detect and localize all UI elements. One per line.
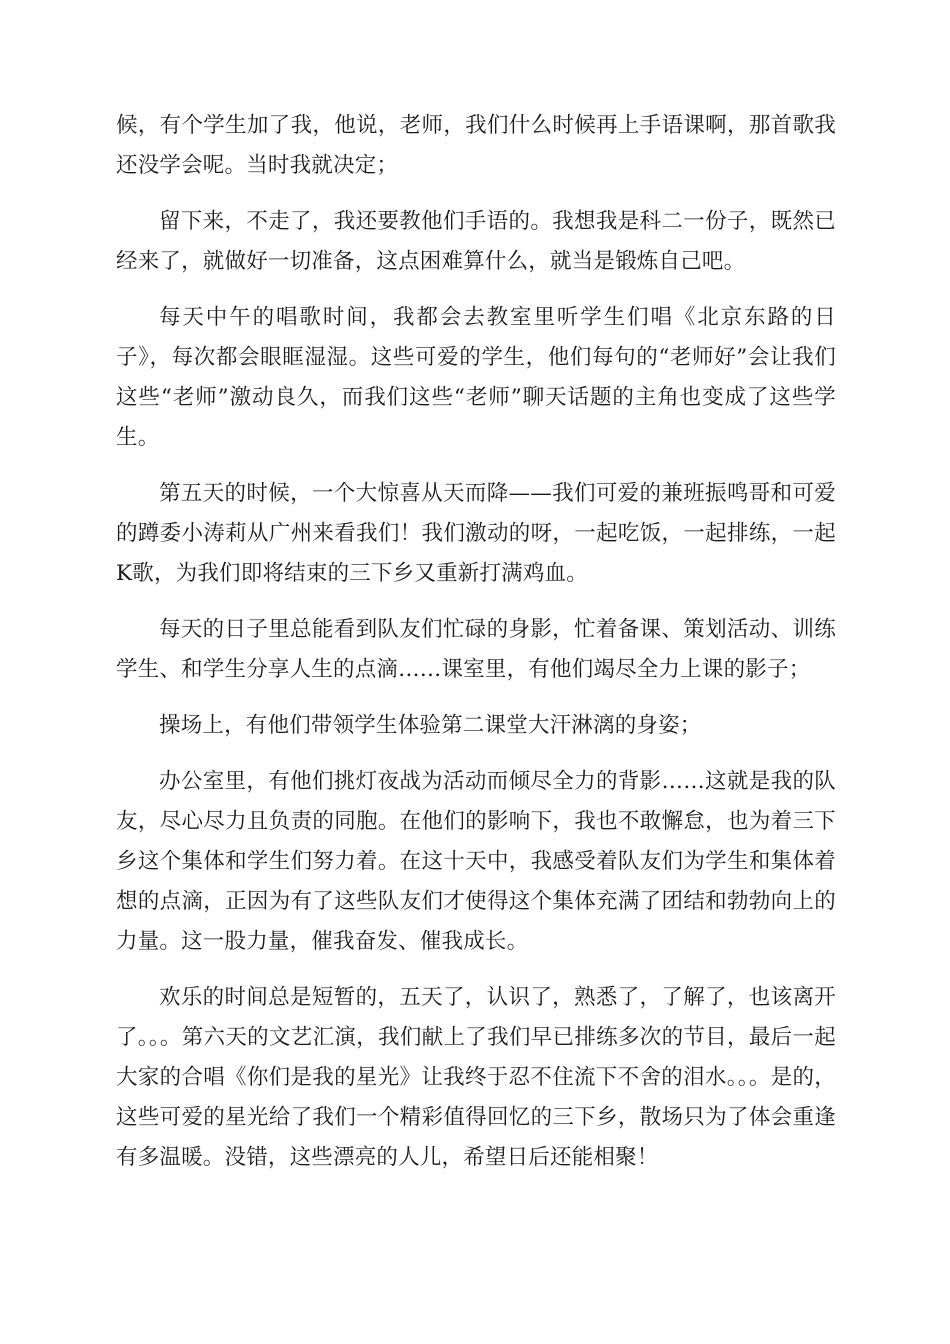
paragraph-continuation: 候，有个学生加了我，他说，老师，我们什么时候再上手语课啊，那首歌我还没学会呢。当时我就决定； (116, 113, 836, 178)
paragraph: 办公室里，有他们挑灯夜战为活动而倾尽全力的背影……这就是我的队友，尽心尽力且负责的同胞。在他们的影响下，我也不敢懈怠，也为着三下乡这个集体和学生们努力着。在这十天中，我感受着队友们为学生和集体着想的点滴，正因为有了这些队友们才使得这个集体充满了团结和勃勃向上的力量。这一股力量，催我奋发、催我成长。 (116, 769, 836, 954)
paragraph: 第五天的时候，一个大惊喜从天而降——我们可爱的兼班振鸣哥和可爱的蹲委小涛莉从广州来看我们！我们激动的呀，一起吃饭，一起排练，一起K歌，为我们即将结束的三下乡又重新打满鸡血。 (116, 481, 836, 586)
paragraph: 欢乐的时间总是短暂的，五天了，认识了，熟悉了，了解了，也该离开了。。。第六天的文艺汇演，我们献上了我们早已排练多次的节目，最后一起大家的合唱《你们是我的星光》让我终于忍不住流下不舍的泪水。。。是的，这些可爱的星光给了我们一个精彩值得回忆的三下乡，散场只为了体会重逢有多温暖。没错，这些漂亮的人儿，希望日后还能相聚！ (116, 985, 836, 1170)
paragraph: 留下来，不走了，我还要教他们手语的。我想我是科二一份子，既然已经来了，就做好一切准备，这点困难算什么，就当是锻炼自己吧。 (116, 209, 836, 274)
paragraph: 每天的日子里总能看到队友们忙碌的身影，忙着备课、策划活动、训练学生、和学生分享人生的点滴……课室里，有他们竭尽全力上课的影子； (116, 617, 836, 682)
paragraph: 操场上，有他们带领学生体验第二课堂大汗淋漓的身姿； (159, 713, 702, 738)
paragraph: 每天中午的唱歌时间，我都会去教室里听学生们唱《北京东路的日子》，每次都会眼眶湿湿。这些可爱的学生，他们每句的“老师好”会让我们这些“老师”激动良久，而我们这些“老师”聊天话题的主角也变成了这些学生。 (116, 305, 836, 450)
document-body (116, 106, 836, 1194)
